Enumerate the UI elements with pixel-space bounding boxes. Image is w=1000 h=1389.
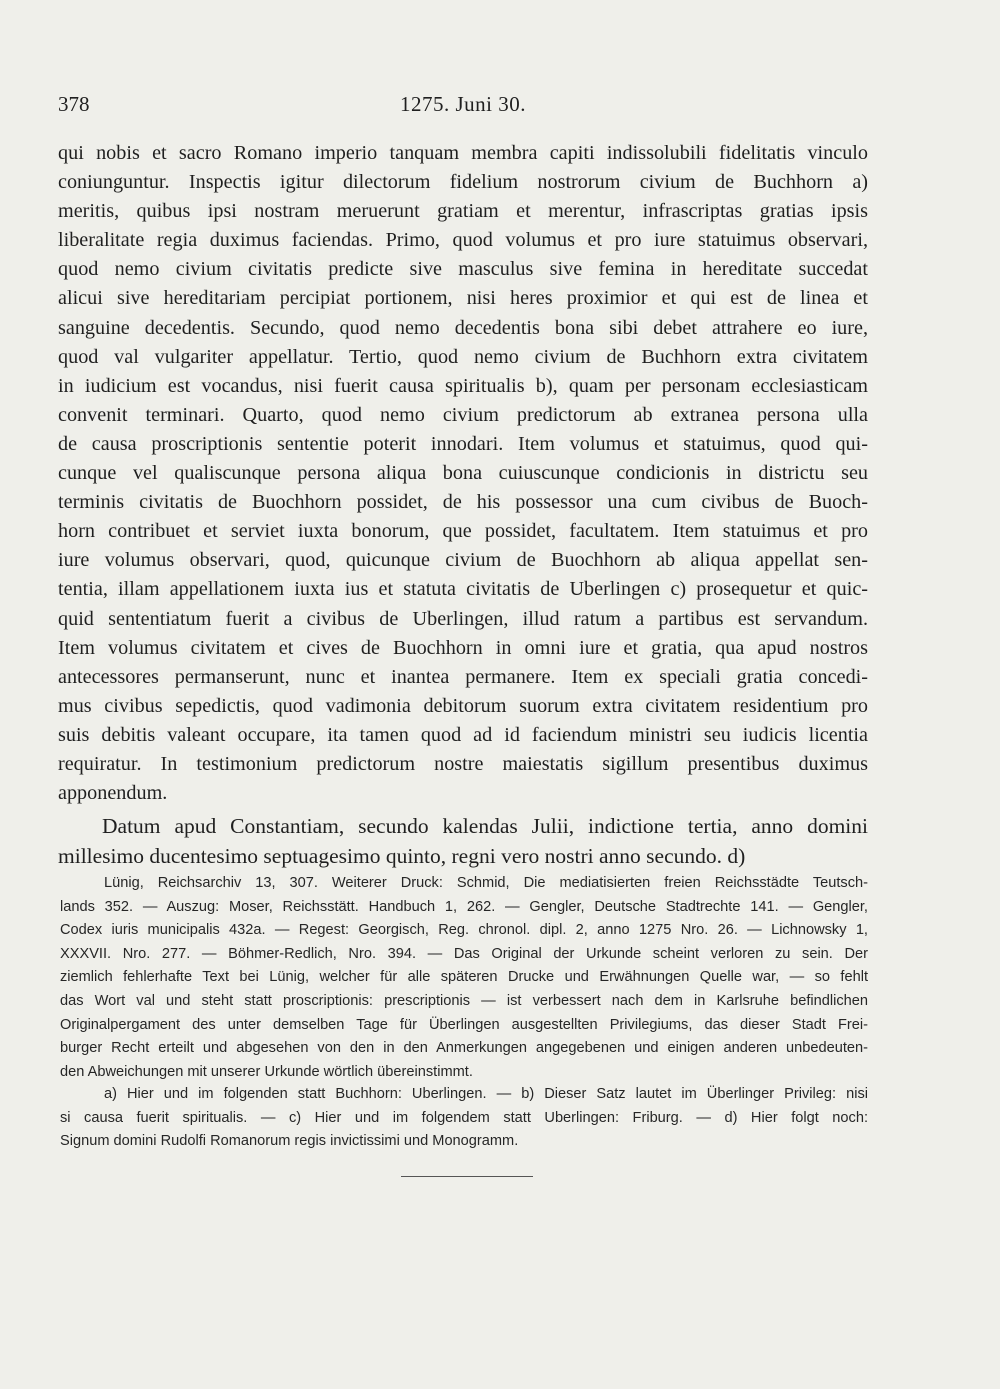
charter-text: [58, 139, 868, 808]
footnote-line: a) Hier und im folgenden statt Buchhorn: Uberlingen. — b) Dieser Satz lautet im Überlinger Privileg: nisi: [104, 1086, 868, 1102]
charter-text-line: sanguine decedentis. Secundo, quod nemo decedentis bona sibi debet attrahere eo iure,: [58, 316, 868, 339]
charter-text-line: qui nobis et sacro Romano imperio tanquam membra capiti indissolubili fidelitatis vinculo: [58, 142, 868, 164]
charter-text-line: iure volumus observari, quod, quicunque civium de Buochhorn ab aliqua appellat sen-: [58, 549, 868, 572]
charter-text-line: quid sententiatum fuerit a civibus de Uberlingen, illud ratum a partibus est servandum.: [58, 607, 868, 630]
closing-rule: [401, 1176, 533, 1177]
editorial-note-line: ziemlich fehlerhafte Text bei Lünig, welcher für alle späteren Drucke und Erwähnungen Quelle war, — so fehlt: [60, 969, 868, 986]
editorial-note-line: Codex iuris municipalis 432a. — Regest: Georgisch, Reg. chronol. dipl. 2, anno 1275 Nro. 26. — Lichnowsky 1,: [60, 922, 868, 939]
charter-text-line: in iudicium est vocandus, nisi fuerit causa spiritualis b), quam per personam ecclesiasticam: [58, 374, 868, 397]
charter-text-line: convenit terminari. Quarto, quod nemo civium predictorum ab extranea persona ulla: [58, 403, 868, 426]
page-number: 378: [58, 92, 90, 116]
editorial-note-line: den Abweichungen mit unserer Urkunde wörtlich übereinstimmt.: [60, 1063, 473, 1080]
charter-text-line: mus civibus sepedictis, quod vadimonia debitorum suorum extra civitatem residentium pro: [58, 694, 868, 717]
editorial-note-line: das Wort val und steht statt proscriptionis: prescriptionis — ist verbessert nach dem in Karlsruhe befindlichen: [60, 992, 868, 1009]
editorial-note-line: lands 352. — Auszug: Moser, Reichsstätt. Handbuch 1, 262. — Gengler, Deutsche Stadtrechte 141. — Gengler,: [60, 898, 868, 915]
running-head-date: 1275. Juni 30.: [399, 92, 526, 116]
charter-text-line: cunque vel qualiscunque persona aliqua bona cuiuscunque condicionis in districtu seu: [58, 462, 868, 485]
dating-clause-line: millesimo ducentesimo septuagesimo quinto, regni vero nostri anno secundo. d): [58, 844, 746, 868]
charter-text-line: antecessores permanserunt, nunc et inantea permanere. Item ex speciali gratia concedi-: [58, 665, 868, 688]
charter-text-line: quod nemo civium civitatis predicte sive masculus sive femina in hereditate succedat: [58, 258, 868, 281]
charter-text-line: Item volumus civitatem et cives de Buochhorn in omni iure et gratia, qua apud nostros: [58, 636, 868, 659]
dating-clause: [58, 811, 868, 871]
footnotes: [60, 1083, 868, 1154]
charter-text-line: coniunguntur. Inspectis igitur dilectorum fidelium nostrorum civium de Buchhorn a): [58, 171, 868, 194]
editorial-note-line: XXXVII. Nro. 277. — Böhmer-Redlich, Nro. 394. — Das Original der Urkunde scheint verloren zu sein. Der: [60, 945, 868, 962]
dating-clause-line: Datum apud Constantiam, secundo kalendas Julii, indictione tertia, anno domini: [102, 814, 868, 838]
editorial-note-line: burger Recht erteilt und abgesehen von den in den Anmerkungen angegebenen und einigen anderen unbedeuten-: [60, 1040, 868, 1057]
charter-text-line: horn contribuet et serviet iuxta bonorum, que possidet, facultatem. Item statuimus et pro: [58, 520, 868, 543]
charter-text-line: requiratur. In testimonium predictorum nostre maiestatis sigillum presentibus duximus: [58, 752, 868, 775]
footnote-line: Signum domini Rudolfi Romanorum regis invictissimi und Monogramm.: [60, 1133, 519, 1150]
charter-text-line: de causa proscriptionis sententie poterit innodari. Item volumus et statuimus, quod qui-: [58, 432, 868, 455]
charter-text-line: alicui sive hereditariam percipiat portionem, nisi heres proximior et qui est de linea et: [58, 287, 868, 310]
charter-text-line: meritis, quibus ipsi nostram meruerunt gratiam et merentur, infrascriptas gratias ipsis: [58, 200, 868, 223]
page-header: [58, 92, 868, 122]
editorial-note-line: Lünig, Reichsarchiv 13, 307. Weiterer Druck: Schmid, Die mediatisierten freien Reichsstädte Teutsch-: [104, 875, 868, 891]
charter-text-line: apponendum.: [58, 782, 168, 805]
charter-text-line: suis debitis valeant occupare, ita tamen quod ad id faciendum ministri seu iudicis licentia: [58, 723, 868, 746]
editorial-note-line: Originalpergament des unter demselben Tage für Überlingen ausgestellten Privilegiums, das dieser Stadt Frei-: [60, 1016, 868, 1033]
charter-text-line: terminis civitatis de Buochhorn possidet, de his possessor una cum civibus de Buoch-: [58, 491, 868, 514]
charter-text-line: liberalitate regia duximus faciendas. Primo, quod volumus et pro iure statuimus observari,: [58, 229, 868, 252]
charter-text-line: tentia, illam appellationem iuxta ius et statuta civitatis de Uberlingen c) prosequetur et quic-: [58, 578, 868, 601]
editorial-notes: [60, 872, 868, 1084]
charter-text-line: quod val vulgariter appellatur. Tertio, quod nemo civium de Buchhorn extra civitatem: [58, 345, 868, 368]
footnote-line: si causa fuerit spiritualis. — c) Hier und im folgendem statt Uberlingen: Friburg. — d) Hier folgt noch:: [60, 1109, 868, 1126]
